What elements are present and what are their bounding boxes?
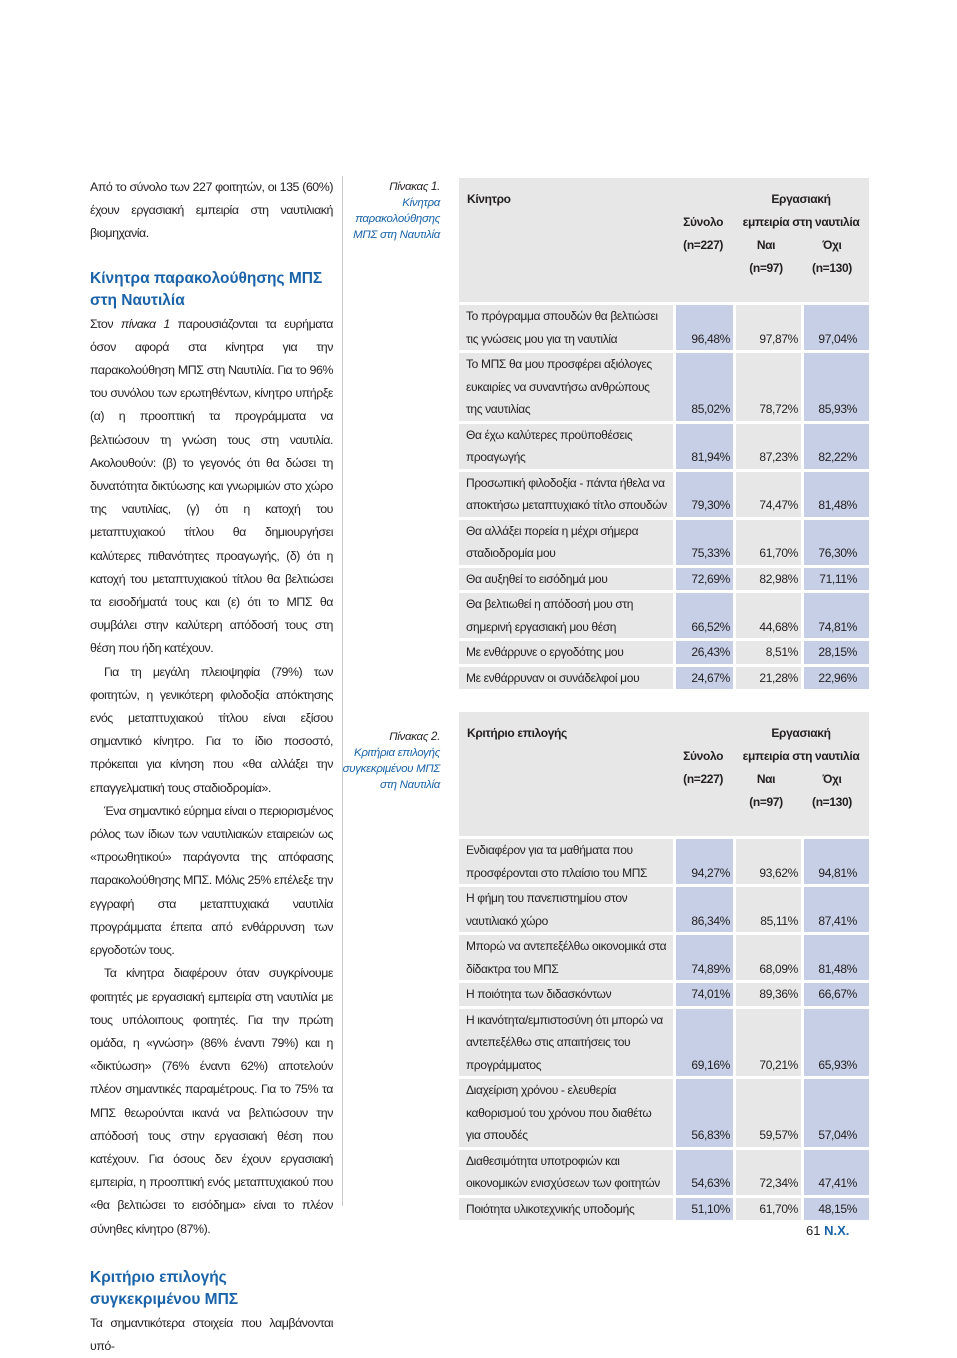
table-2-title: Κριτήρια επιλογής συγκεκριμένου ΜΠΣ στη Ναυτιλία [342,747,440,791]
row-label: Διαθεσιμότητα υποτροφιών και οικονομικών ενισχύσεων των φοιτητών [459,1147,673,1195]
header-experience: Εργασιακή εμπειρία στη ναυτιλία Ναι (n=97) Όχι (n=130) [733,712,869,836]
table-1-body [459,302,869,689]
value-no: 82,22% [801,421,869,469]
value-total: 66,52% [673,590,733,638]
table-row [459,1147,869,1195]
table-row [459,836,869,884]
table-row [459,350,869,421]
table-row [459,932,869,980]
value-yes: 93,62% [733,836,801,884]
value-yes: 21,28% [733,664,801,690]
value-yes: 97,87% [733,302,801,350]
header-criterion: Κριτήριο επιλογής [459,712,673,836]
row-label: Μπορώ να αντεπεξέλθω οικονομικά στα δίδακτρα του ΜΠΣ [459,932,673,980]
value-total: 56,83% [673,1076,733,1147]
table-row [459,980,869,1006]
value-yes: 78,72% [733,350,801,421]
row-label: Ποιότητα υλικοτεχνικής υποδομής [459,1195,673,1221]
value-total: 26,43% [673,638,733,664]
value-yes: 44,68% [733,590,801,638]
table-2-criteria [459,712,869,1220]
value-yes: 72,34% [733,1147,801,1195]
value-total: 75,33% [673,517,733,565]
value-total: 72,69% [673,565,733,591]
value-no: 94,81% [801,836,869,884]
value-yes: 74,47% [733,469,801,517]
intro-paragraph: Από το σύνολο των 227 φοιτητών, οι 135 (60%) έχουν εργασιακή εμπειρία στη ναυτιλιακή βιομηχανία. [90,180,333,241]
value-yes: 68,09% [733,932,801,980]
section-heading-motives: Κίνητρα παρακολούθησης ΜΠΣ στη Ναυτιλία [90,269,323,309]
paragraph-differences: Τα κίνητρα διαφέρουν όταν συγκρίνουμε φοιτητές με εργασιακή εμπειρία στη ναυτιλία με τους υπόλοιπους φοιτητές. Για την πρώτη ομάδα, η «γνώση» (86% έναντι 79%) και η «δικτύωση» (76% έναντι 62%) αποτελούν πλέον σημαντικές παραμέτρους. Για το 75% τα ΜΠΣ θεωρούνται ικανά να βελτιώσουν την απόδοσή τους στην εργασιακή θέση που κατέχουν. Για όσους δεν έχουν εργασιακή εμπειρία, η προοπτική ενός μεταπτυχιακού που «θα βελτιώσει το εισόδημα» είναι το πλέον σύνηθες κίνητρο (87%). [90,966,333,1236]
table-header-row [459,712,869,836]
value-yes: 85,11% [733,884,801,932]
table-2-label: Πίνακας 2. [389,731,440,743]
row-label: Με ενθάρρυνε ο εργοδότης μου [459,638,673,664]
value-yes: 8,51% [733,638,801,664]
row-label: Διαχείριση χρόνου - ελευθερία καθορισμού του χρόνου που διαθέτω για σπουδές [459,1076,673,1147]
value-no: 65,93% [801,1006,869,1077]
value-yes: 82,98% [733,565,801,591]
value-no: 47,41% [801,1147,869,1195]
row-label: Θα αυξηθεί το εισόδημά μου [459,565,673,591]
row-label: Η φήμη του πανεπιστημίου στον ναυτιλιακό χώρο [459,884,673,932]
magazine-brand: Ν.Χ. [824,1223,850,1238]
paragraph-criteria: Τα σημαντικότερα στοιχεία που λαμβάνονται υπό- [90,1315,333,1353]
value-total: 54,63% [673,1147,733,1195]
table-1-label: Πίνακας 1. [389,181,440,193]
page-number: 61 [806,1223,821,1238]
value-no: 81,48% [801,932,869,980]
value-yes: 70,21% [733,1006,801,1077]
value-no: 76,30% [801,517,869,565]
value-yes: 59,57% [733,1076,801,1147]
table-row [459,421,869,469]
table-row [459,664,869,690]
value-yes: 61,70% [733,1195,801,1221]
row-label: Το ΜΠΣ θα μου προσφέρει αξιόλογες ευκαιρίες να συναντήσω ανθρώπους της ναυτιλίας [459,350,673,421]
table-reference: πίνακα 1 [120,316,170,331]
value-no: 48,15% [801,1195,869,1221]
table-row [459,1006,869,1077]
table-row [459,565,869,591]
value-total: 96,48% [673,302,733,350]
paragraph-companies: Ένα σημαντικό εύρημα είναι ο περιορισμένος ρόλος των ίδιων των ναυτιλιακών εταιρειών ως «προωθητικού» παράγοντα της απόφασης παρακολούθησης ΜΠΣ. Μόλις 25% επέλεξε την εγγραφή στα μεταπτυχιακά ναυτιλία προγράμματα έπειτα από ενθάρρυνση των εργοδοτών τους. [90,803,333,958]
value-total: 86,34% [673,884,733,932]
table-header-row [459,178,869,302]
value-total: 24,67% [673,664,733,690]
value-total: 51,10% [673,1195,733,1221]
value-total: 94,27% [673,836,733,884]
table-1-motives [459,178,869,689]
header-experience: Εργασιακή εμπειρία στη ναυτιλία Ναι (n=97) Όχι (n=130) [733,178,869,302]
row-label: Θα βελτιωθεί η απόδοσή μου στη σημερινή εργασιακή μου θέση [459,590,673,638]
row-label: Ενδιαφέρον για τα μαθήματα που προσφέρονται στο πλαίσιο του ΜΠΣ [459,836,673,884]
body-text-column [90,176,333,1358]
value-no: 87,41% [801,884,869,932]
value-no: 66,67% [801,980,869,1006]
column-divider [342,176,343,1206]
value-no: 85,93% [801,350,869,421]
table-row [459,884,869,932]
value-no: 74,81% [801,590,869,638]
table-2-body [459,836,869,1220]
value-no: 81,48% [801,469,869,517]
table-1-caption [330,179,440,243]
value-no: 28,15% [801,638,869,664]
row-label: Θα αλλάξει πορεία η μέχρι σήμερα σταδιοδρομία μου [459,517,673,565]
paragraph-text: παρουσιάζονται τα ευρήματα όσον αφορά στα κίνητρα για την παρακολούθηση ΜΠΣ στη Ναυτιλία. Για το 96% του συνόλου των ερωτηθέντων, κίνητρο υπήρξε (α) η προοπτική τα προγράμματα να βελτιώσουν τη γνώση τους στη ναυτιλία. Ακολουθούν: (β) το γεγονός ότι θα δώσει τη δυνατότητα δικτύωσης και γνωριμιών στο χώρο της ναυτιλίας, (γ) ότι η κατοχή του μεταπτυχιακού τίτλου θα δημιουργήσει καλύτερες πιθανότητες προαγωγής, (δ) ότι η κατοχή του μεταπτυχιακού τίτλου θα βελτιώσει τα εισοδήματά τους και (ε) ότι το ΜΠΣ θα συμβάλει στην καλύτερη απόδοσή τους στη θέση που ήδη κατέχουν. [90,316,333,656]
table-row [459,1076,869,1147]
table-row [459,469,869,517]
table-row [459,638,869,664]
table-row [459,590,869,638]
row-label: Θα έχω καλύτερες προϋποθέσεις προαγωγής [459,421,673,469]
table-row [459,1195,869,1221]
header-total: Σύνολο (n=227) [673,712,733,836]
row-label: Η ποιότητα των διδασκόντων [459,980,673,1006]
row-label: Με ενθάρρυναν οι συνάδελφοί μου [459,664,673,690]
row-label: Το πρόγραμμα σπουδών θα βελτιώσει τις γνώσεις μου για τη ναυτιλία [459,302,673,350]
table-1-title: Κίνητρα παρακολούθησης ΜΠΣ στη Ναυτιλία [353,197,440,241]
value-total: 69,16% [673,1006,733,1077]
value-no: 97,04% [801,302,869,350]
paragraph-motives [90,313,333,661]
value-no: 22,96% [801,664,869,690]
value-yes: 61,70% [733,517,801,565]
table-2-caption [330,729,440,793]
header-total: Σύνολο (n=227) [673,178,733,302]
value-yes: 89,36% [733,980,801,1006]
section-heading-criteria: Κριτήριο επιλογής συγκεκριμένου ΜΠΣ [90,1268,239,1308]
header-criterion: Κίνητρο [459,178,673,302]
value-total: 74,01% [673,980,733,1006]
value-yes: 87,23% [733,421,801,469]
paragraph-ambition: Για τη μεγάλη πλειοψηφία (79%) των φοιτητών, η γενικότερη φιλοδοξία απόκτησης ενός μεταπτυχιακού τίτλου είναι εξίσου σημαντικό κίνητρο. Για το ίδιο ποσοστό, πρόκειται για κίνηση που «θα αλλάξει την επαγγελματική τους σταδιοδρομία». [90,664,333,795]
row-label: Η ικανότητα/εμπιστοσύνη ότι μπορώ να αντεπεξέλθω στις απαιτήσεις του προγράμματος [459,1006,673,1077]
table-row [459,302,869,350]
row-label: Προσωπική φιλοδοξία - πάντα ήθελα να αποκτήσω μεταπτυχιακό τίτλο σπουδών [459,469,673,517]
paragraph-text: Στον [90,316,121,331]
page-folio [806,1223,849,1238]
value-total: 85,02% [673,350,733,421]
table-row [459,517,869,565]
value-no: 71,11% [801,565,869,591]
value-total: 81,94% [673,421,733,469]
value-total: 74,89% [673,932,733,980]
value-no: 57,04% [801,1076,869,1147]
value-total: 79,30% [673,469,733,517]
